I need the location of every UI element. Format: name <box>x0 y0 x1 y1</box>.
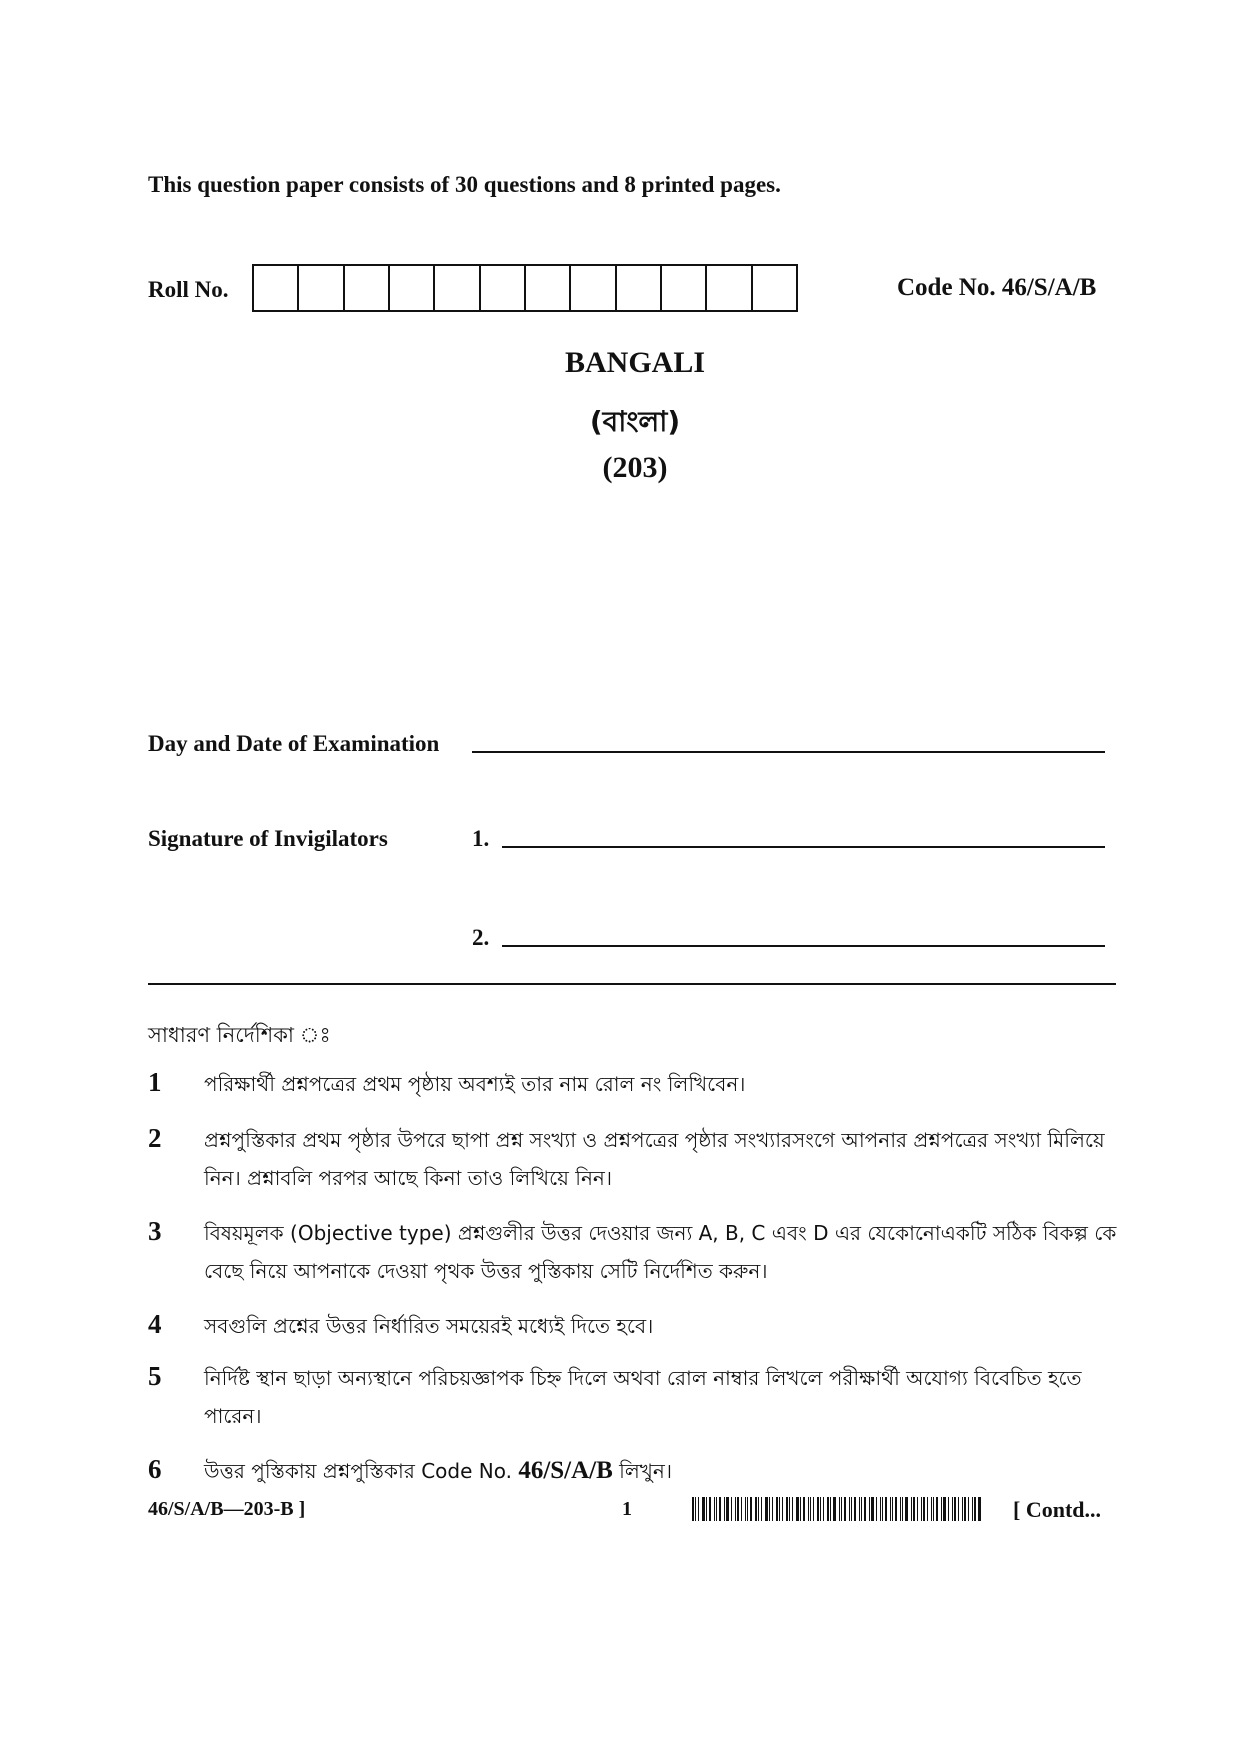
barcode-stripe <box>772 1497 773 1521</box>
code-number-inline: 46/S/A/B <box>518 1457 613 1484</box>
invigilator-1-signature-line[interactable] <box>502 846 1105 848</box>
barcode <box>692 1497 999 1521</box>
barcode-stripe <box>978 1497 981 1521</box>
barcode-stripe <box>758 1497 759 1521</box>
instruction-item <box>148 1065 1120 1103</box>
barcode-stripe <box>796 1497 799 1521</box>
barcode-stripe <box>817 1497 819 1521</box>
barcode-stripe <box>890 1497 891 1521</box>
barcode-stripe <box>952 1497 953 1521</box>
invigilator-1-number: 1. <box>472 826 490 851</box>
barcode-stripe <box>786 1497 788 1521</box>
barcode-stripe <box>839 1497 840 1521</box>
instruction-text <box>204 1452 1120 1490</box>
roll-digit-box[interactable] <box>390 266 435 310</box>
barcode-stripe <box>719 1497 721 1521</box>
barcode-stripe <box>974 1497 976 1521</box>
invigilator-2-signature-line[interactable] <box>502 945 1105 947</box>
roll-number-label: Roll No. <box>148 277 229 302</box>
instruction-text-part: লিখুন। <box>619 1459 673 1483</box>
instruction-item <box>148 1214 1120 1290</box>
barcode-stripe <box>927 1497 928 1521</box>
roll-digit-box[interactable] <box>481 266 526 310</box>
barcode-stripe <box>745 1497 746 1521</box>
barcode-stripe <box>714 1497 715 1521</box>
instruction-item <box>148 1307 1120 1345</box>
invigilators-label: Signature of Invigilators <box>148 826 388 851</box>
instructions-heading: সাধারণ নির্দেশিকা ঃ <box>148 1023 331 1047</box>
footer-paper-code: 46/S/A/B—203-B ] <box>148 1498 306 1520</box>
code-number: Code No. 46/S/A/B <box>897 274 1097 301</box>
barcode-stripe <box>968 1497 969 1521</box>
barcode-stripe <box>706 1497 707 1521</box>
barcode-stripe <box>813 1497 814 1521</box>
barcode-stripe <box>741 1497 742 1521</box>
roll-digit-box[interactable] <box>617 266 662 310</box>
barcode-stripe <box>702 1497 705 1521</box>
barcode-stripe <box>892 1497 893 1521</box>
instruction-item <box>148 1452 1120 1490</box>
barcode-stripe <box>895 1497 897 1521</box>
continued-label: [ Contd... <box>1013 1497 1102 1522</box>
instruction-text: সবগুলি প্রশ্নের উত্তর নির্ধারিত সময়েরই মধ্যেই দিতে হবে। <box>204 1314 654 1338</box>
barcode-stripe <box>695 1497 696 1521</box>
subject-title-bengali: (বাংলা) <box>589 405 681 438</box>
barcode-stripe <box>761 1497 762 1521</box>
barcode-stripe <box>917 1497 918 1521</box>
instruction-item <box>148 1359 1120 1435</box>
barcode-stripe <box>709 1497 711 1521</box>
barcode-stripe <box>931 1497 932 1521</box>
barcode-stripe <box>833 1497 836 1521</box>
roll-digit-box[interactable] <box>571 266 616 310</box>
barcode-stripe <box>692 1497 694 1521</box>
barcode-stripe <box>913 1497 915 1521</box>
barcode-stripe <box>776 1497 778 1521</box>
instruction-text-part: উত্তর পুস্তিকায় প্রশ্নপুস্তিকার Code No. <box>204 1459 512 1483</box>
barcode-stripe <box>900 1497 901 1521</box>
subject-title: BANGALI <box>564 346 706 379</box>
barcode-stripe <box>972 1497 973 1521</box>
barcode-stripe <box>905 1497 908 1521</box>
barcode-stripe <box>716 1497 717 1521</box>
instruction-text: বিষয়মূলক (Objective type) প্রশ্নগুলীর উত্তর দেওয়ার জন্য A, B, C এবং D এর যেকোনোএকটি সঠিক বিকল্প কে বেছে নিয়ে আপনাকে দেওয়া পৃথক উত্তর পুস্তিকায় সেটি নির্দেশিত করুন। <box>204 1221 1117 1283</box>
exam-date-line[interactable] <box>472 751 1105 753</box>
barcode-stripe <box>737 1497 739 1521</box>
barcode-stripe <box>954 1497 956 1521</box>
barcode-stripe <box>962 1497 963 1521</box>
barcode-stripe <box>964 1497 966 1521</box>
barcode-stripe <box>823 1497 824 1521</box>
barcode-stripe <box>876 1497 877 1521</box>
barcode-stripe <box>782 1497 783 1521</box>
subject-code: (203) <box>602 451 668 484</box>
barcode-stripe <box>779 1497 780 1521</box>
instruction-text: প্রশ্নপুস্তিকার প্রথম পৃষ্ঠার উপরে ছাপা প্রশ্ন সংখ্যা ও প্রশ্নপত্রের পৃষ্ঠার সংখ্যারসংগে আপনার প্রশ্নপত্রের সংখ্যা মিলিয়ে নিন। প্রশ্নাবলি পরপর আছে কিনা তাও লিখিয়ে নিন। <box>204 1128 1105 1190</box>
barcode-stripe <box>859 1497 860 1521</box>
roll-digit-box[interactable] <box>254 266 299 310</box>
barcode-stripe <box>724 1497 725 1521</box>
instruction-text: নির্দিষ্ট স্থান ছাড়া অন্যস্থানে পরিচয়জ্ঞাপক চিহ্ন দিলে অথবা রোল নাম্বার লিখলে পরীক্ষার্থী অযোগ্য বিবেচিত হতে পারেন। <box>204 1366 1082 1428</box>
barcode-stripe <box>864 1497 866 1521</box>
barcode-stripe <box>880 1497 881 1521</box>
barcode-stripe <box>882 1497 883 1521</box>
barcode-stripe <box>851 1497 852 1521</box>
instruction-number: 4 <box>148 1309 162 1339</box>
roll-digit-box[interactable] <box>526 266 571 310</box>
barcode-stripe <box>921 1497 922 1521</box>
barcode-stripe <box>936 1497 938 1521</box>
instruction-number: 1 <box>148 1067 162 1097</box>
barcode-stripe <box>948 1497 949 1521</box>
barcode-stripe <box>923 1497 925 1521</box>
barcode-stripe <box>841 1497 842 1521</box>
barcode-stripe <box>902 1497 903 1521</box>
instruction-item <box>148 1121 1120 1197</box>
section-divider <box>148 983 1116 985</box>
barcode-stripe <box>849 1497 850 1521</box>
barcode-stripe <box>854 1497 856 1521</box>
barcode-stripe <box>941 1497 942 1521</box>
barcode-stripe <box>792 1497 793 1521</box>
barcode-stripe <box>820 1497 821 1521</box>
barcode-stripe <box>765 1497 768 1521</box>
barcode-stripe <box>769 1497 770 1521</box>
instruction-number: 2 <box>148 1123 162 1153</box>
barcode-stripe <box>911 1497 912 1521</box>
page-number: 1 <box>622 1498 632 1520</box>
barcode-stripe <box>844 1497 846 1521</box>
barcode-stripe <box>861 1497 862 1521</box>
barcode-stripe <box>789 1497 790 1521</box>
barcode-stripe <box>731 1497 732 1521</box>
instruction-text: পরিক্ষার্থী প্রশ্নপত্রের প্রথম পৃষ্ঠায় অবশ্যই তার নাম রোল নং লিখিবেন। <box>204 1072 746 1096</box>
barcode-stripe <box>750 1497 752 1521</box>
invigilator-2-number: 2. <box>472 925 490 950</box>
roll-digit-box[interactable] <box>662 266 707 310</box>
paper-info-note: This question paper consists of 30 questions and 8 printed pages. <box>148 172 781 197</box>
barcode-stripe <box>885 1497 887 1521</box>
barcode-stripe <box>755 1497 757 1521</box>
barcode-stripe <box>803 1497 805 1521</box>
roll-digit-box[interactable] <box>435 266 480 310</box>
barcode-stripe <box>830 1497 831 1521</box>
barcode-stripe <box>827 1497 829 1521</box>
instruction-number: 6 <box>148 1454 162 1484</box>
barcode-stripe <box>726 1497 729 1521</box>
roll-number-boxes[interactable] <box>252 264 798 312</box>
barcode-stripe <box>958 1497 959 1521</box>
barcode-stripe <box>698 1497 699 1521</box>
barcode-stripe <box>735 1497 736 1521</box>
roll-digit-box[interactable] <box>753 266 796 310</box>
barcode-stripe <box>747 1497 748 1521</box>
barcode-stripe <box>871 1497 874 1521</box>
roll-digit-box[interactable] <box>299 266 344 310</box>
barcode-stripe <box>933 1497 934 1521</box>
barcode-stripe <box>869 1497 870 1521</box>
instruction-number: 3 <box>148 1216 162 1246</box>
roll-digit-box[interactable] <box>345 266 390 310</box>
barcode-stripe <box>943 1497 946 1521</box>
exam-date-label: Day and Date of Examination <box>148 731 440 756</box>
barcode-stripe <box>810 1497 811 1521</box>
instruction-number: 5 <box>148 1361 162 1391</box>
barcode-stripe <box>808 1497 809 1521</box>
barcode-stripe <box>800 1497 801 1521</box>
roll-digit-box[interactable] <box>707 266 752 310</box>
